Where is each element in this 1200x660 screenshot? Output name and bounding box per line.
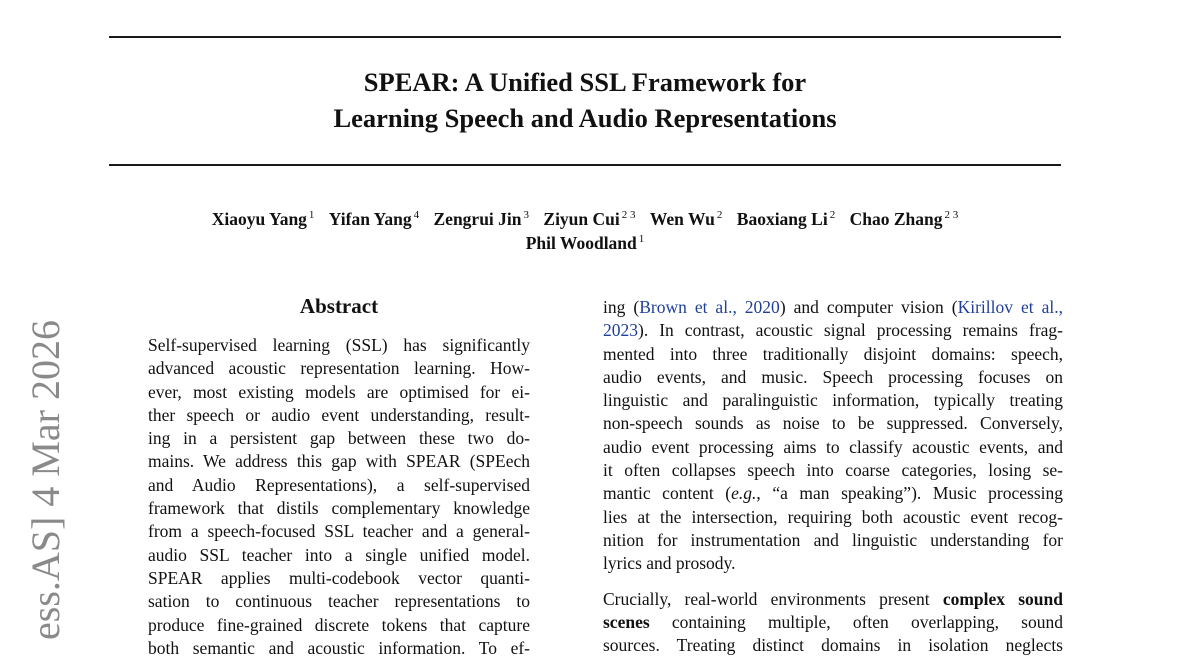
body-line: linguistic and paralinguistic information, typically treating — [603, 390, 1063, 411]
arxiv-stamp: ess.AS] 4 Mar 2026 — [23, 320, 68, 640]
abstract-line: SPEAR applies multi-codebook vector quanti- — [148, 567, 530, 588]
body-line: nition for instrumentation and linguistic understanding for — [603, 529, 1063, 550]
affiliation-mark: 4 — [413, 209, 420, 221]
abstract-line: advanced acoustic representation learning. How- — [148, 358, 530, 379]
affiliation-mark: 2 — [716, 209, 723, 221]
affiliation-mark: 1 — [638, 233, 645, 245]
body-line: mented into three traditionally disjoint domains: speech, — [603, 343, 1063, 364]
body-column-right — [603, 296, 1063, 657]
abstract-text — [148, 334, 530, 660]
author: Chao Zhang $^{2 3}$ — [849, 209, 959, 229]
body-line: scenes containing multiple, often overlapping, sound — [603, 611, 1063, 632]
abstract-line: ther speech or audio event understanding, result- — [148, 404, 530, 425]
citation-link[interactable]: Brown et al., 2020 — [639, 297, 780, 317]
body-line: ing (Brown et al., 2020) and computer vision (Kirillov et al., — [603, 297, 1063, 317]
affiliation-mark: 3 — [523, 209, 530, 221]
affiliation-mark: 2 3 — [944, 209, 959, 221]
abstract-line: ing in a persistent gap between these two do- — [148, 428, 530, 449]
affiliation-mark: 1 — [308, 209, 315, 221]
body-line: audio events, and music. Speech processing focuses on — [603, 366, 1063, 387]
paper-title — [109, 64, 1061, 136]
author: Phil Woodland $^1$ — [525, 233, 645, 253]
citation-link[interactable]: Kirillov et al., — [957, 297, 1063, 317]
abstract-line: from a speech-focused SSL teacher and a general- — [148, 521, 530, 542]
body-line: non-speech sounds as noise to be suppressed. Conversely, — [603, 413, 1063, 434]
author: Ziyun Cui $^{2 3}$ — [543, 209, 636, 229]
abstract-line: framework that distils complementary knowledge — [148, 498, 530, 519]
body-line: audio event processing aims to classify acoustic events, and — [603, 436, 1063, 457]
title-rule-bottom — [109, 164, 1061, 166]
abstract-line: mains. We address this gap with SPEAR (SPEech — [148, 451, 530, 472]
abstract-line: both semantic and acoustic information. To ef- — [148, 637, 530, 658]
author: Zengrui Jin $^3$ — [433, 209, 530, 229]
abstract-line: audio SSL teacher into a single unified model. — [148, 544, 530, 565]
author-line-1 — [109, 207, 1061, 231]
body-line: mantic content (e.g., “a man speaking”). Music processing — [603, 483, 1063, 504]
abstract-section — [148, 292, 530, 660]
affiliation-mark: 2 3 — [621, 209, 636, 221]
citation-link[interactable]: 2023 — [603, 320, 638, 341]
author: Xiaoyu Yang $^1$ — [211, 209, 315, 229]
abstract-line: Self-supervised learning (SSL) has significantly — [148, 335, 530, 355]
body-paragraph-2 — [603, 588, 1063, 658]
body-line: it often collapses speech into coarse categories, losing se- — [603, 460, 1063, 481]
author: Wen Wu $^2$ — [649, 209, 723, 229]
author: Baoxiang Li $^2$ — [736, 209, 836, 229]
abstract-line: sation to continuous teacher representations to — [148, 591, 530, 612]
author-line-2 — [109, 231, 1061, 255]
body-line: lyrics and prosody. — [603, 553, 736, 574]
title-line-1: SPEAR: A Unified SSL Framework for — [363, 67, 807, 97]
author: Yifan Yang $^4$ — [328, 209, 420, 229]
abstract-heading: Abstract — [299, 294, 379, 318]
title-line-2: Learning Speech and Audio Representations — [333, 103, 837, 133]
abstract-line: produce fine-grained discrete tokens that capture — [148, 614, 530, 635]
affiliation-mark: 2 — [829, 209, 836, 221]
body-line: sources. Treating distinct domains in isolation neglects — [603, 635, 1063, 656]
abstract-line: and Audio Representations), a self-supervised — [148, 474, 530, 495]
abstract-line: ever, most existing models are optimised for ei- — [148, 381, 530, 402]
body-line: 2023). In contrast, acoustic signal processing remains frag- — [603, 320, 1063, 341]
author-list — [109, 207, 1061, 255]
body-line: Crucially, real-world environments present complex sound — [603, 588, 1063, 609]
body-paragraph-1 — [603, 296, 1063, 576]
title-rule-top — [109, 36, 1061, 38]
body-line: lies at the intersection, requiring both acoustic event recog- — [603, 506, 1063, 527]
